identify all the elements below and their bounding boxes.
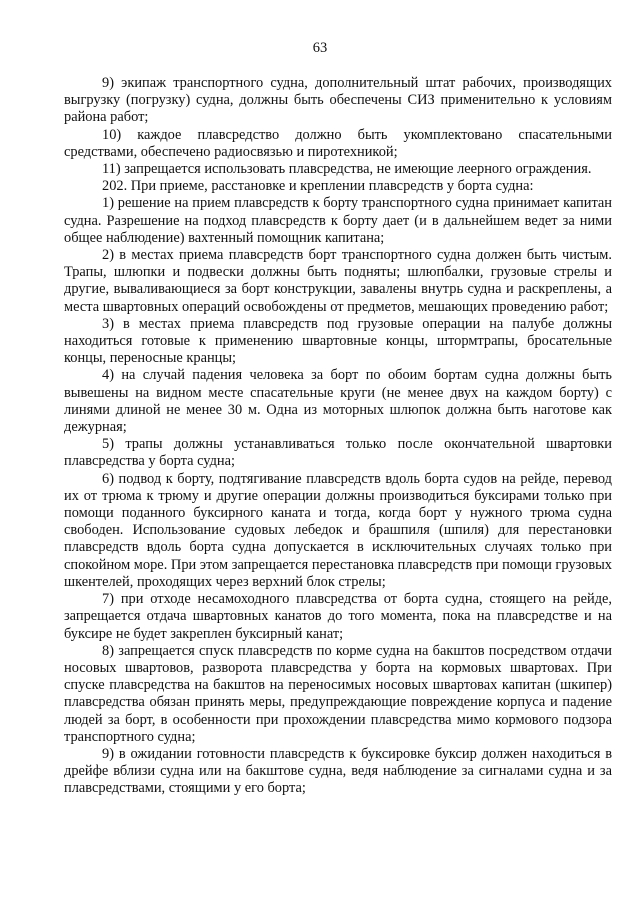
paragraph-section-202: 202. При приеме, расстановке и креплении плавсредств у борта судна: xyxy=(102,178,534,195)
paragraph-item-3-mooring-lines: 3) в местах приема плавсредств под грузовые операции на палубе должны находиться готовые к применению швартовные концы, штормтрапы, бросательные концы, переносные кранцы; xyxy=(64,315,612,367)
paragraph-item-7-departure: 7) при отходе несамоходного плавсредства от борта судна, стоящего на рейде, запрещается отдача швартовных канатов до того момента, пока на плавсредстве и на буксире не будет закреплен буксирный канат; xyxy=(64,591,612,642)
paragraph-item-6-towing: 6) подвод к борту, подтягивание плавсредств вдоль борта судов на рейде, перевод их от трюма к трюму и другие операции должны производиться буксирами только при помощи поданного буксирного каната и тогда, когда борт у нужного трюма судна свободен. Использование судовых лебедок и брашпиля (шпиля) для перестановки плавсредств вдоль борта судна допускается в исключительных случаях только при спокойном море. При этом запрещается перестановка плавсредств при помощи грузовых шкентелей, проходящих через верхний блок стрелы; xyxy=(64,470,612,590)
page-number: 63 xyxy=(312,40,328,56)
paragraph-item-1-decision: 1) решение на прием плавсредств к борту транспортного судна принимает капитан судна. Разрешение на подход плавсредств к борту дает (и в дальнейшем ведет за ними общее наблюдение) вахтенный помощник капитана; xyxy=(64,195,612,246)
paragraph-item-10-lifesaving: 10) каждое плавсредство должно быть укомплектовано спасательными средствами, обеспечено радиосвязью и пиротехникой; xyxy=(64,126,612,160)
paragraph-item-8-stern-launch: 8) запрещается спуск плавсредств по корме судна на бакштов посредством отдачи носовых швартовов, разворота плавсредства у борта на кормовых швартовах. При спуске плавсредства на бакштов на переносимых носовых швартовах капитан (шкипер) плавсредства обязан принять меры, предупреждающие повреждение корпуса и падение людей за борт, в особенности при прохождении плавсредства мимо кормового подзора транспортного судна; xyxy=(64,642,612,745)
page-body xyxy=(64,75,612,798)
paragraph-item-11-railing: 11) запрещается использовать плавсредства, не имеющие леерного ограждения. xyxy=(102,161,592,178)
paragraph-item-4-man-overboard: 4) на случай падения человека за борт по обоим бортам судна должны быть вывешены на видном месте спасательные круги (не менее двух на каждом борту) с линями длиной не менее 30 м. Одна из моторных шлюпок должна быть наготове как дежурная; xyxy=(64,367,612,436)
paragraph-item-2-clear-side: 2) в местах приема плавсредств борт транспортного судна должен быть чистым. Трапы, шлюпки и подвески должны быть подняты; шлюпбалки, грузовые стрелы и другие, вываливающиеся за борт конструкции, завалены внутрь судна и раскреплены, а места швартовных операций освобождены от предметов, мешающих проведению работ; xyxy=(64,247,612,315)
paragraph-item-9-equipment: 9) экипаж транспортного судна, дополнительный штат рабочих, производящих выгрузку (погрузку) судна, должны быть обеспечены СИЗ применительно к условиям района работ; xyxy=(64,75,612,126)
paragraph-item-5-gangways: 5) трапы должны устанавливаться только после окончательной швартовки плавсредства у борта судна; xyxy=(64,436,612,470)
paragraph-item-9-tug-drift: 9) в ожидании готовности плавсредств к буксировке буксир должен находиться в дрейфе вблизи судна или на бакштове судна, ведя наблюдение за сигналами судна и за плавсредствами, стоящими у его борта; xyxy=(64,745,612,797)
